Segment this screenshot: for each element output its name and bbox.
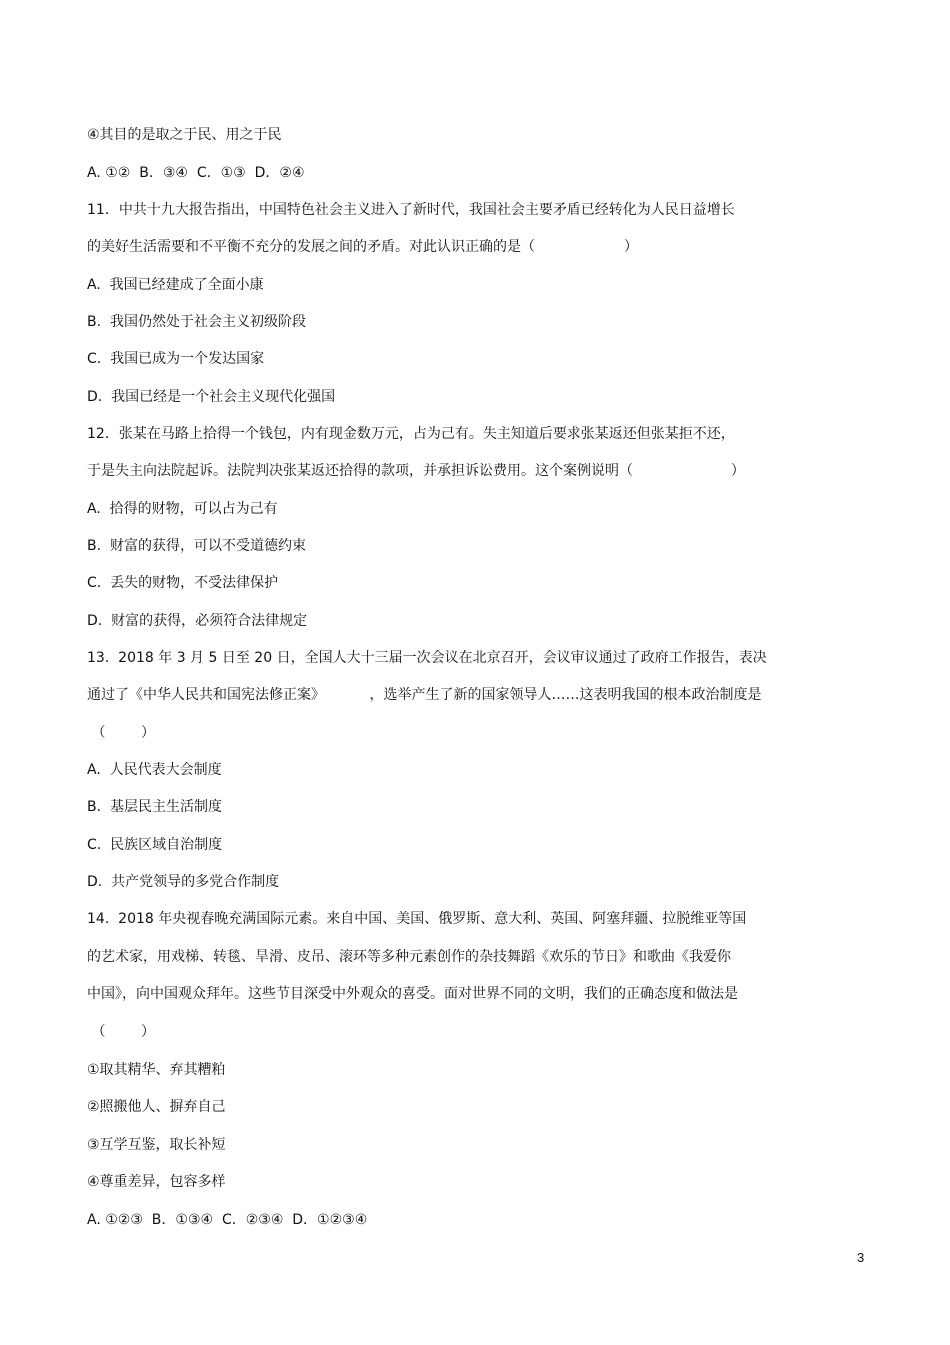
q12-option-a: A. 拾得的财物，可以占为己有 — [87, 501, 278, 517]
q14-statement-1: ①取其精华、弃其糟粕 — [87, 1062, 226, 1078]
answer-options-q10: A. ①② B．③④ C．①③ D．②④ — [87, 165, 305, 181]
q13-option-d: D. 共产党领导的多党合作制度 — [87, 874, 280, 890]
question-12-stem-cont: 于是失主向法院起诉。法院判决张某返还拾得的款项，并承担诉讼费用。这个案例说明（ ） — [87, 463, 745, 479]
q13-option-c: C. 民族区域自治制度 — [87, 837, 223, 853]
question-11-stem: 11．中共十九大报告指出，中国特色社会主义进入了新时代，我国社会主要矛盾已经转化为人民日益增长 — [87, 202, 735, 218]
q12-option-b: B. 财富的获得，可以不受道德约束 — [87, 538, 306, 554]
answer-options-q14: A. ①②③ B．①③④ C．②③④ D．①②③④ — [87, 1212, 368, 1228]
q11-option-a: A. 我国已经建成了全面小康 — [87, 277, 264, 293]
q14-statement-3: ③互学互鉴，取长补短 — [87, 1137, 226, 1153]
question-14-stem: 14. 2018 年央视春晚充满国际元素。来自中国、美国、俄罗斯、意大利、英国、阿塞拜疆、拉脱维亚等国 — [87, 911, 747, 927]
question-11-stem-cont: 的美好生活需要和不平衡不充分的发展之间的矛盾。对此认识正确的是（ ） — [87, 239, 639, 255]
q11-option-c: C. 我国已成为一个发达国家 — [87, 351, 265, 367]
question-13-blank: （ ） — [87, 725, 156, 741]
question-14-stem-cont-1: 的艺术家，用戏梯、转毯、旱滑、皮吊、滚环等多种元素创作的杂技舞蹈《欢乐的节日》和歌曲《我爱你 — [87, 949, 731, 965]
q13-option-a: A. 人民代表大会制度 — [87, 762, 222, 778]
option-statement-4: ④其目的是取之于民、用之于民 — [87, 127, 282, 143]
question-14-stem-cont-2: 中国》，向中国观众拜年。这些节目深受中外观众的喜受。面对世界不同的文明，我们的正确态度和做法是 — [87, 986, 738, 1002]
q14-statement-4: ④尊重差异，包容多样 — [87, 1174, 226, 1190]
q11-option-d: D. 我国已经是一个社会主义现代化强国 — [87, 389, 336, 405]
question-13-stem: 13. 2018 年 3 月 5 日至 20 日，全国人大十三届一次会议在北京召开，会议审议通过了政府工作报告，表决 — [87, 650, 767, 666]
question-13-stem-cont: 通过了《中华人民共和国宪法修正案》 ，选举产生了新的国家领导人……这表明我国的根本政治制度是 — [87, 687, 762, 703]
question-14-blank: （ ） — [87, 1024, 156, 1040]
q13-option-b: B. 基层民主生活制度 — [87, 799, 222, 815]
q11-option-b: B. 我国仍然处于社会主义初级阶段 — [87, 314, 306, 330]
q12-option-c: C. 丢失的财物，不受法律保护 — [87, 575, 279, 591]
q12-option-d: D. 财富的获得，必须符合法律规定 — [87, 613, 308, 629]
question-12-stem: 12．张某在马路上拾得一个钱包，内有现金数万元，占为己有。失主知道后要求张某返还但张某拒不还， — [87, 426, 735, 442]
page-number: 3 — [857, 1250, 865, 1265]
q14-statement-2: ②照搬他人、摒弃自己 — [87, 1099, 226, 1115]
